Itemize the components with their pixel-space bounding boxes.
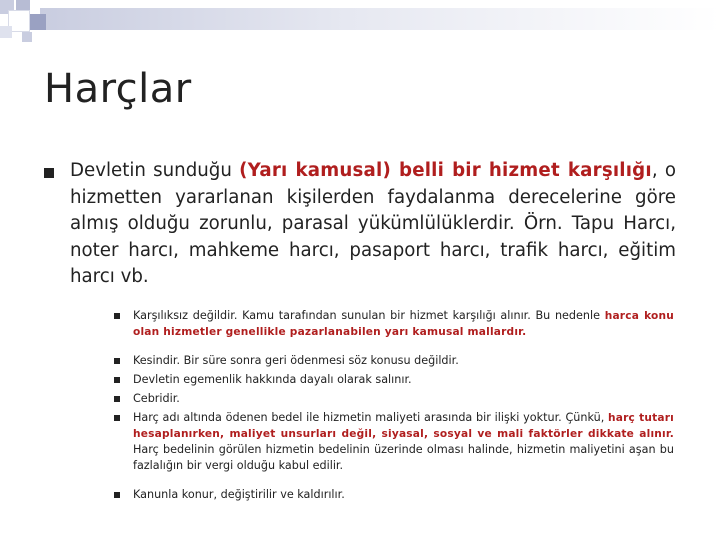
sub-bullet-text xyxy=(133,410,674,474)
slide-title: Harçlar xyxy=(44,66,192,112)
sub-bullet-text: Devletin egemenlik hakkında dayalı olarak salınır. xyxy=(133,373,412,386)
sub-bullet-list xyxy=(114,308,674,506)
decorative-square-4 xyxy=(30,14,46,30)
sub-bullet-item xyxy=(114,308,674,340)
square-bullet-icon xyxy=(114,492,120,498)
main-text-after: , o hizmetten yararlanan kişilerden faydalanma derecelerine göre almış olduğu zorunlu, parasal yükümlülüklerdir. Örn. Tapu Harcı, noter harcı, mahkeme harcı, pasaport harcı, trafik harcı, eğitim harcı vb. xyxy=(70,160,676,287)
sub-bullet-item xyxy=(114,372,674,388)
decorative-header-band xyxy=(40,8,720,30)
sub-bullet-item xyxy=(114,487,674,503)
sub-text: Karşılıksız değildir. Kamu tarafından sunulan bir hizmet karşılığı alınır. Bu nedenle xyxy=(133,309,605,322)
sub-bullet-text: Kanunla konur, değiştirilir ve kaldırılır. xyxy=(133,488,345,501)
sub-bullet-item xyxy=(114,391,674,407)
main-text-before: Devletin sunduğu xyxy=(70,160,240,181)
main-highlight: (Yarı kamusal) belli bir hizmet karşılığı xyxy=(239,160,652,181)
square-bullet-icon xyxy=(114,415,120,421)
square-bullet-icon xyxy=(114,313,120,319)
sub-text: Harç adı altında ödenen bedel ile hizmetin maliyeti arasında bir ilişki yoktur. Çünkü, xyxy=(133,411,609,424)
sub-highlight: harca konu olan hizmetler genellikle pazarlanabilen yarı kamusal mallardır. xyxy=(133,310,674,338)
sub-bullet-text xyxy=(133,308,674,340)
square-bullet-icon xyxy=(114,396,120,402)
sub-bullet-text: Kesindir. Bir süre sonra geri ödenmesi söz konusu değildir. xyxy=(133,354,459,367)
main-bullet-text xyxy=(70,158,676,291)
main-bullet-list xyxy=(44,158,676,291)
square-bullet-icon xyxy=(114,358,120,364)
sub-bullet-text: Cebridir. xyxy=(133,392,180,405)
sub-bullet-item xyxy=(114,353,674,369)
square-bullet-icon xyxy=(114,377,120,383)
square-bullet-icon xyxy=(44,168,54,178)
main-bullet-item xyxy=(44,158,676,291)
sub-bullet-item xyxy=(114,410,674,474)
sub-highlight: harç tutarı hesaplanırken, maliyet unsurları değil, siyasal, sosyal ve mali faktörler dikkate alınır. xyxy=(133,412,675,440)
decorative-square-5 xyxy=(0,26,12,38)
sub-text-after: Harç bedelinin görülen hizmetin bedelinin üzerinde olması halinde, hizmetin maliyetini aşan bu fazlalığın bir vergi olduğu kabul edilir. xyxy=(133,443,674,472)
decorative-square-6 xyxy=(22,32,32,42)
